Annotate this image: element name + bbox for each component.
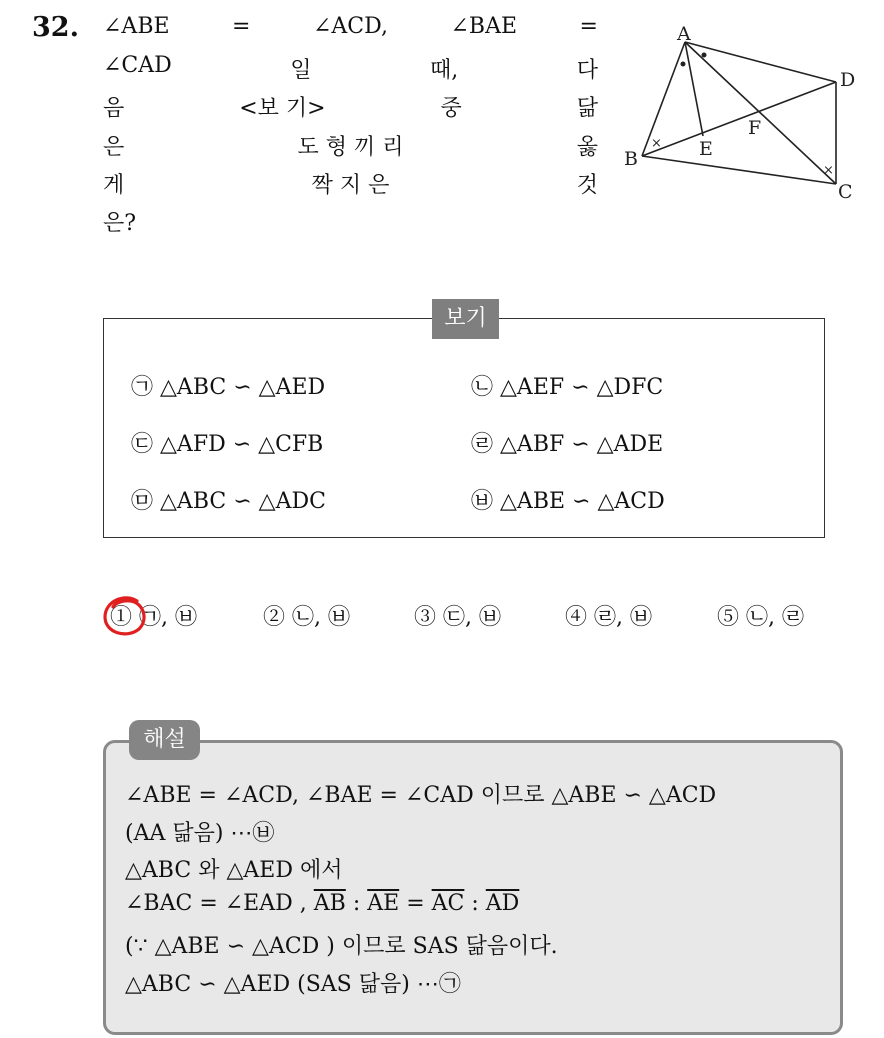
segment-ae-label: $\overline{AE}$ [367,891,400,916]
question-word: 닮 [576,96,598,121]
question-word: 도 형 끼 리 [297,135,404,160]
question-word: <보 기> [239,96,326,121]
question-word: 게 [103,173,125,198]
bogi-item [471,427,663,458]
equals-sign: = [406,891,425,916]
question-word: 음 [103,96,125,121]
solution-line-4 [125,891,519,916]
point-label-a: A [677,23,691,45]
geometry-diagram [622,22,862,207]
segment-ac-label: $\overline{AC}$ [431,891,465,916]
point-label-c: C [838,181,853,203]
question-line-5 [103,168,598,199]
item-text: △ABF ∽ △ADE [500,432,664,457]
bogi-item [471,484,665,515]
point-label-d: D [840,69,856,91]
question-word: 은? [103,211,137,236]
choice-number: ② [263,605,286,630]
angle-cross-mark: × [823,163,834,178]
segment-ad [685,42,836,82]
question-line-1 [103,14,598,39]
point-label-f: F [748,117,762,139]
question-word: ∠ABE [103,14,170,39]
solution-line-3: △ABC 와 △AED 에서 [125,858,343,883]
solution-line-6: △ABC ∽ △AED (SAS 닮음) ⋯㉠ [125,972,461,997]
ratio-colon: : [471,891,479,916]
choice-5[interactable] [717,600,804,631]
item-mark: ㉢ [131,432,154,457]
solution-tag: 해설 [129,720,200,760]
bogi-item [131,427,323,458]
bogi-item [131,484,326,515]
segment-ad-label: $\overline{AD}$ [485,891,520,916]
angle-dot-mark [681,62,686,67]
solution-line-5: (∵ △ABE ∽ △ACD ) 이므로 SAS 닮음이다. [125,934,558,959]
angle-equality: ∠BAC = ∠EAD , [125,891,307,916]
choice-text: ㉢, ㉥ [443,605,502,630]
segment-ab-label: $\overline{AB}$ [313,891,346,916]
angle-cross-mark: × [651,136,662,151]
bogi-item [131,370,325,401]
choice-number: ③ [414,605,437,630]
segment-bc [642,156,836,184]
choice-number: ① [110,605,133,630]
question-word: = [232,14,251,39]
solution-line-2: (AA 닮음) ⋯㉥ [125,821,275,846]
question-word: ∠BAE [450,14,518,39]
answer-mark-circle [101,595,153,641]
item-mark: ㉠ [131,375,154,400]
point-label-e: E [699,138,713,160]
segment-ac [685,42,836,184]
item-text: △AEF ∽ △DFC [500,375,664,400]
choice-text: ㉠, ㉥ [139,605,198,630]
item-mark: ㉣ [471,432,494,457]
angle-dot-mark [702,53,707,58]
question-word: ∠CAD [103,53,172,78]
question-line-3 [103,91,598,122]
item-text: △ABC ∽ △AED [160,375,326,400]
question-word: 중 [440,96,462,121]
question-word: 다 [576,58,598,83]
item-text: △ABE ∽ △ACD [500,489,665,514]
question-word: 짝 지 은 [311,173,390,198]
choice-3[interactable] [414,600,501,631]
bogi-item [471,370,663,401]
item-text: △AFD ∽ △CFB [160,432,324,457]
item-mark: ㉥ [471,489,494,514]
item-mark: ㉤ [131,489,154,514]
question-word: 일 [290,58,312,83]
choice-text: ㉡, ㉥ [292,605,351,630]
item-mark: ㉡ [471,375,494,400]
question-word: 옳 [576,135,598,160]
solution-line-1: ∠ABE = ∠ACD, ∠BAE = ∠CAD 이므로 △ABE ∽ △ACD [125,783,717,808]
question-word: 것 [576,173,598,198]
point-label-b: B [624,148,638,170]
question-number: 32. [32,12,79,43]
choice-text: ㉣, ㉥ [594,605,653,630]
item-text: △ABC ∽ △ADC [160,489,326,514]
choice-number: ④ [565,605,588,630]
question-line-2 [103,53,598,84]
question-line-6 [103,206,598,237]
ratio-colon: : [352,891,361,916]
choice-2[interactable] [263,600,350,631]
question-word: 은 [103,135,125,160]
question-word: = [579,14,598,39]
bogi-tag: 보기 [432,299,499,339]
question-word: 때, [430,58,459,83]
segment-ab [642,42,685,156]
choice-text: ㉡, ㉣ [746,605,805,630]
question-word: ∠ACD, [312,14,388,39]
question-line-4 [103,130,598,161]
choice-number: ⑤ [717,605,740,630]
choice-4[interactable] [565,600,652,631]
